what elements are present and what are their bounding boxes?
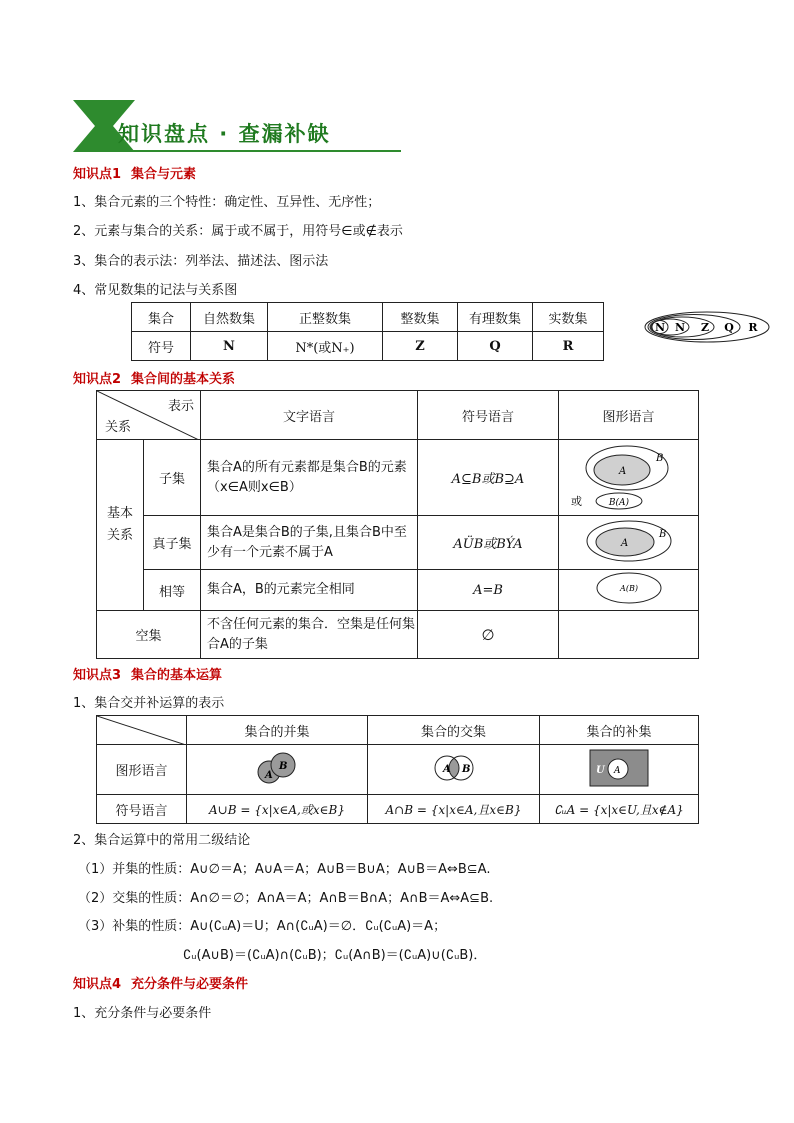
row-label: 图形语言 <box>97 745 187 795</box>
kp3-heading: 知识点3 集合的基本运算 <box>73 668 223 683</box>
cell: 有理数集 <box>458 303 533 332</box>
row-label: 符号语言 <box>97 795 187 824</box>
header-cell: 符号语言 <box>418 391 559 440</box>
kp3-line-2: 2、集合运算中的常用二级结论 <box>73 833 251 848</box>
corner-cell <box>97 391 201 440</box>
row-text: 集合A是集合B的子集,且集合B中至少有一个元素不属于A <box>201 516 418 570</box>
kp4-line-1: 1、充分条件与必要条件 <box>73 1006 212 1021</box>
subset-venn <box>569 441 689 511</box>
row-symbol: A=B <box>418 570 559 611</box>
intersection-figure-cell <box>368 745 540 795</box>
corner-bottom: 关系 <box>105 420 132 435</box>
svg-text:B: B <box>461 763 470 775</box>
nested-label: Z <box>700 321 710 334</box>
row-symbol: A⊆B或B⊇A <box>418 440 559 516</box>
row-figure <box>559 516 699 570</box>
kp1-line-2: 2、元素与集合的关系：属于或不属于，用符号∈或∉表示 <box>73 224 403 239</box>
row-name: 真子集 <box>144 516 201 570</box>
row-figure <box>559 570 699 611</box>
kp3-prop-3: （3）补集的性质：A∪(∁ᵤA)＝U；A∩(∁ᵤA)＝∅．∁ᵤ(∁ᵤA)＝A； <box>78 919 447 934</box>
svg-text:B: B <box>658 528 666 540</box>
row-figure <box>559 440 699 516</box>
svg-text:B: B <box>279 760 288 772</box>
nested-label: R <box>748 321 758 334</box>
header-cell: 图形语言 <box>559 391 699 440</box>
cell: 实数集 <box>533 303 604 332</box>
kp1-heading: 知识点1 集合与元素 <box>73 167 197 182</box>
intersection-venn <box>424 753 484 783</box>
set-relations-table <box>96 390 699 659</box>
group-label: 基本关系 <box>97 440 144 611</box>
kp3-prop-1: （1）并集的性质：A∪∅＝A；A∪A＝A；A∪B＝B∪A；A∪B＝A⇔B⊆A. <box>78 862 491 877</box>
cell: Q <box>458 332 533 361</box>
row-name: 子集 <box>144 440 201 516</box>
complement-venn <box>588 748 650 788</box>
row-text: 不含任何元素的集合．空集是任何集合A的子集 <box>201 611 418 659</box>
svg-text:A: A <box>614 765 621 776</box>
nested-label: N <box>654 321 666 334</box>
svg-text:A: A <box>620 537 628 549</box>
row-figure <box>559 611 699 659</box>
header-cell: 集合的交集 <box>368 716 540 745</box>
number-sets-nested-diagram <box>642 310 772 344</box>
svg-text:A: A <box>265 769 273 781</box>
header-cell: 文字语言 <box>201 391 418 440</box>
row-symbol: ∅ <box>418 611 559 659</box>
kp1-line-3: 3、集合的表示法：列举法、描述法、图示法 <box>73 254 329 269</box>
complement-symbol: ∁ᵤA = {x|x∈U,且x∉A} <box>540 795 699 824</box>
row-text: 集合A的所有元素都是集合B的元素（x∈A则x∈B） <box>201 440 418 516</box>
svg-text:B: B <box>655 452 663 464</box>
cell: 集合 <box>132 303 191 332</box>
cell: N*(或N₊) <box>268 332 383 361</box>
union-venn <box>247 748 307 788</box>
row-symbol: AÜB或BÝA <box>418 516 559 570</box>
svg-text:A(B): A(B) <box>619 584 638 593</box>
header-cell: 集合的并集 <box>187 716 368 745</box>
number-sets-table <box>131 302 604 361</box>
union-symbol: A∪B = {x|x∈A,或x∈B} <box>187 795 368 824</box>
row-name: 相等 <box>144 570 201 611</box>
cell: N <box>191 332 268 361</box>
union-figure-cell <box>187 745 368 795</box>
equal-sets-figure <box>594 570 664 606</box>
proper-subset-venn <box>579 518 679 564</box>
corner-top: 表示 <box>167 399 194 414</box>
cell: 整数集 <box>383 303 458 332</box>
intersection-symbol: A∩B = {x|x∈A,且x∈B} <box>368 795 540 824</box>
kp2-heading: 知识点2 集合间的基本关系 <box>73 372 236 387</box>
kp4-heading: 知识点4 充分条件与必要条件 <box>73 977 249 992</box>
svg-text:或: 或 <box>570 494 582 508</box>
svg-text:U: U <box>596 764 605 776</box>
cell: Z <box>383 332 458 361</box>
kp3-prop-2: （2）交集的性质：A∩∅＝∅；A∩A＝A；A∩B＝B∩A；A∩B＝A⇔A⊆B. <box>78 891 494 906</box>
svg-text:B(A): B(A) <box>608 497 629 508</box>
banner-title: 知识盘点 · 查漏补缺 <box>118 122 331 146</box>
cell: 符号 <box>132 332 191 361</box>
nested-label: Q <box>724 321 734 334</box>
complement-figure-cell <box>540 745 699 795</box>
header-cell: 集合的补集 <box>540 716 699 745</box>
kp1-line-4: 4、常见数集的记法与关系图 <box>73 283 238 298</box>
row-name: 空集 <box>97 611 201 659</box>
svg-text:A: A <box>618 465 626 477</box>
corner-cell <box>97 716 187 745</box>
cell: 自然数集 <box>191 303 268 332</box>
kp1-line-1: 1、集合元素的三个特性：确定性、互异性、无序性； <box>73 195 381 210</box>
row-text: 集合A，B的元素完全相同 <box>201 570 418 611</box>
cell: 正整数集 <box>268 303 383 332</box>
kp3-line-1: 1、集合交并补运算的表示 <box>73 696 225 711</box>
kp3-prop-4: ∁ᵤ(A∪B)＝(∁ᵤA)∩(∁ᵤB)；∁ᵤ(A∩B)＝(∁ᵤA)∪(∁ᵤB)． <box>183 948 487 963</box>
svg-text:A: A <box>442 763 451 775</box>
cell: R <box>533 332 604 361</box>
nested-label: N <box>674 321 686 334</box>
set-operations-table <box>96 715 699 824</box>
